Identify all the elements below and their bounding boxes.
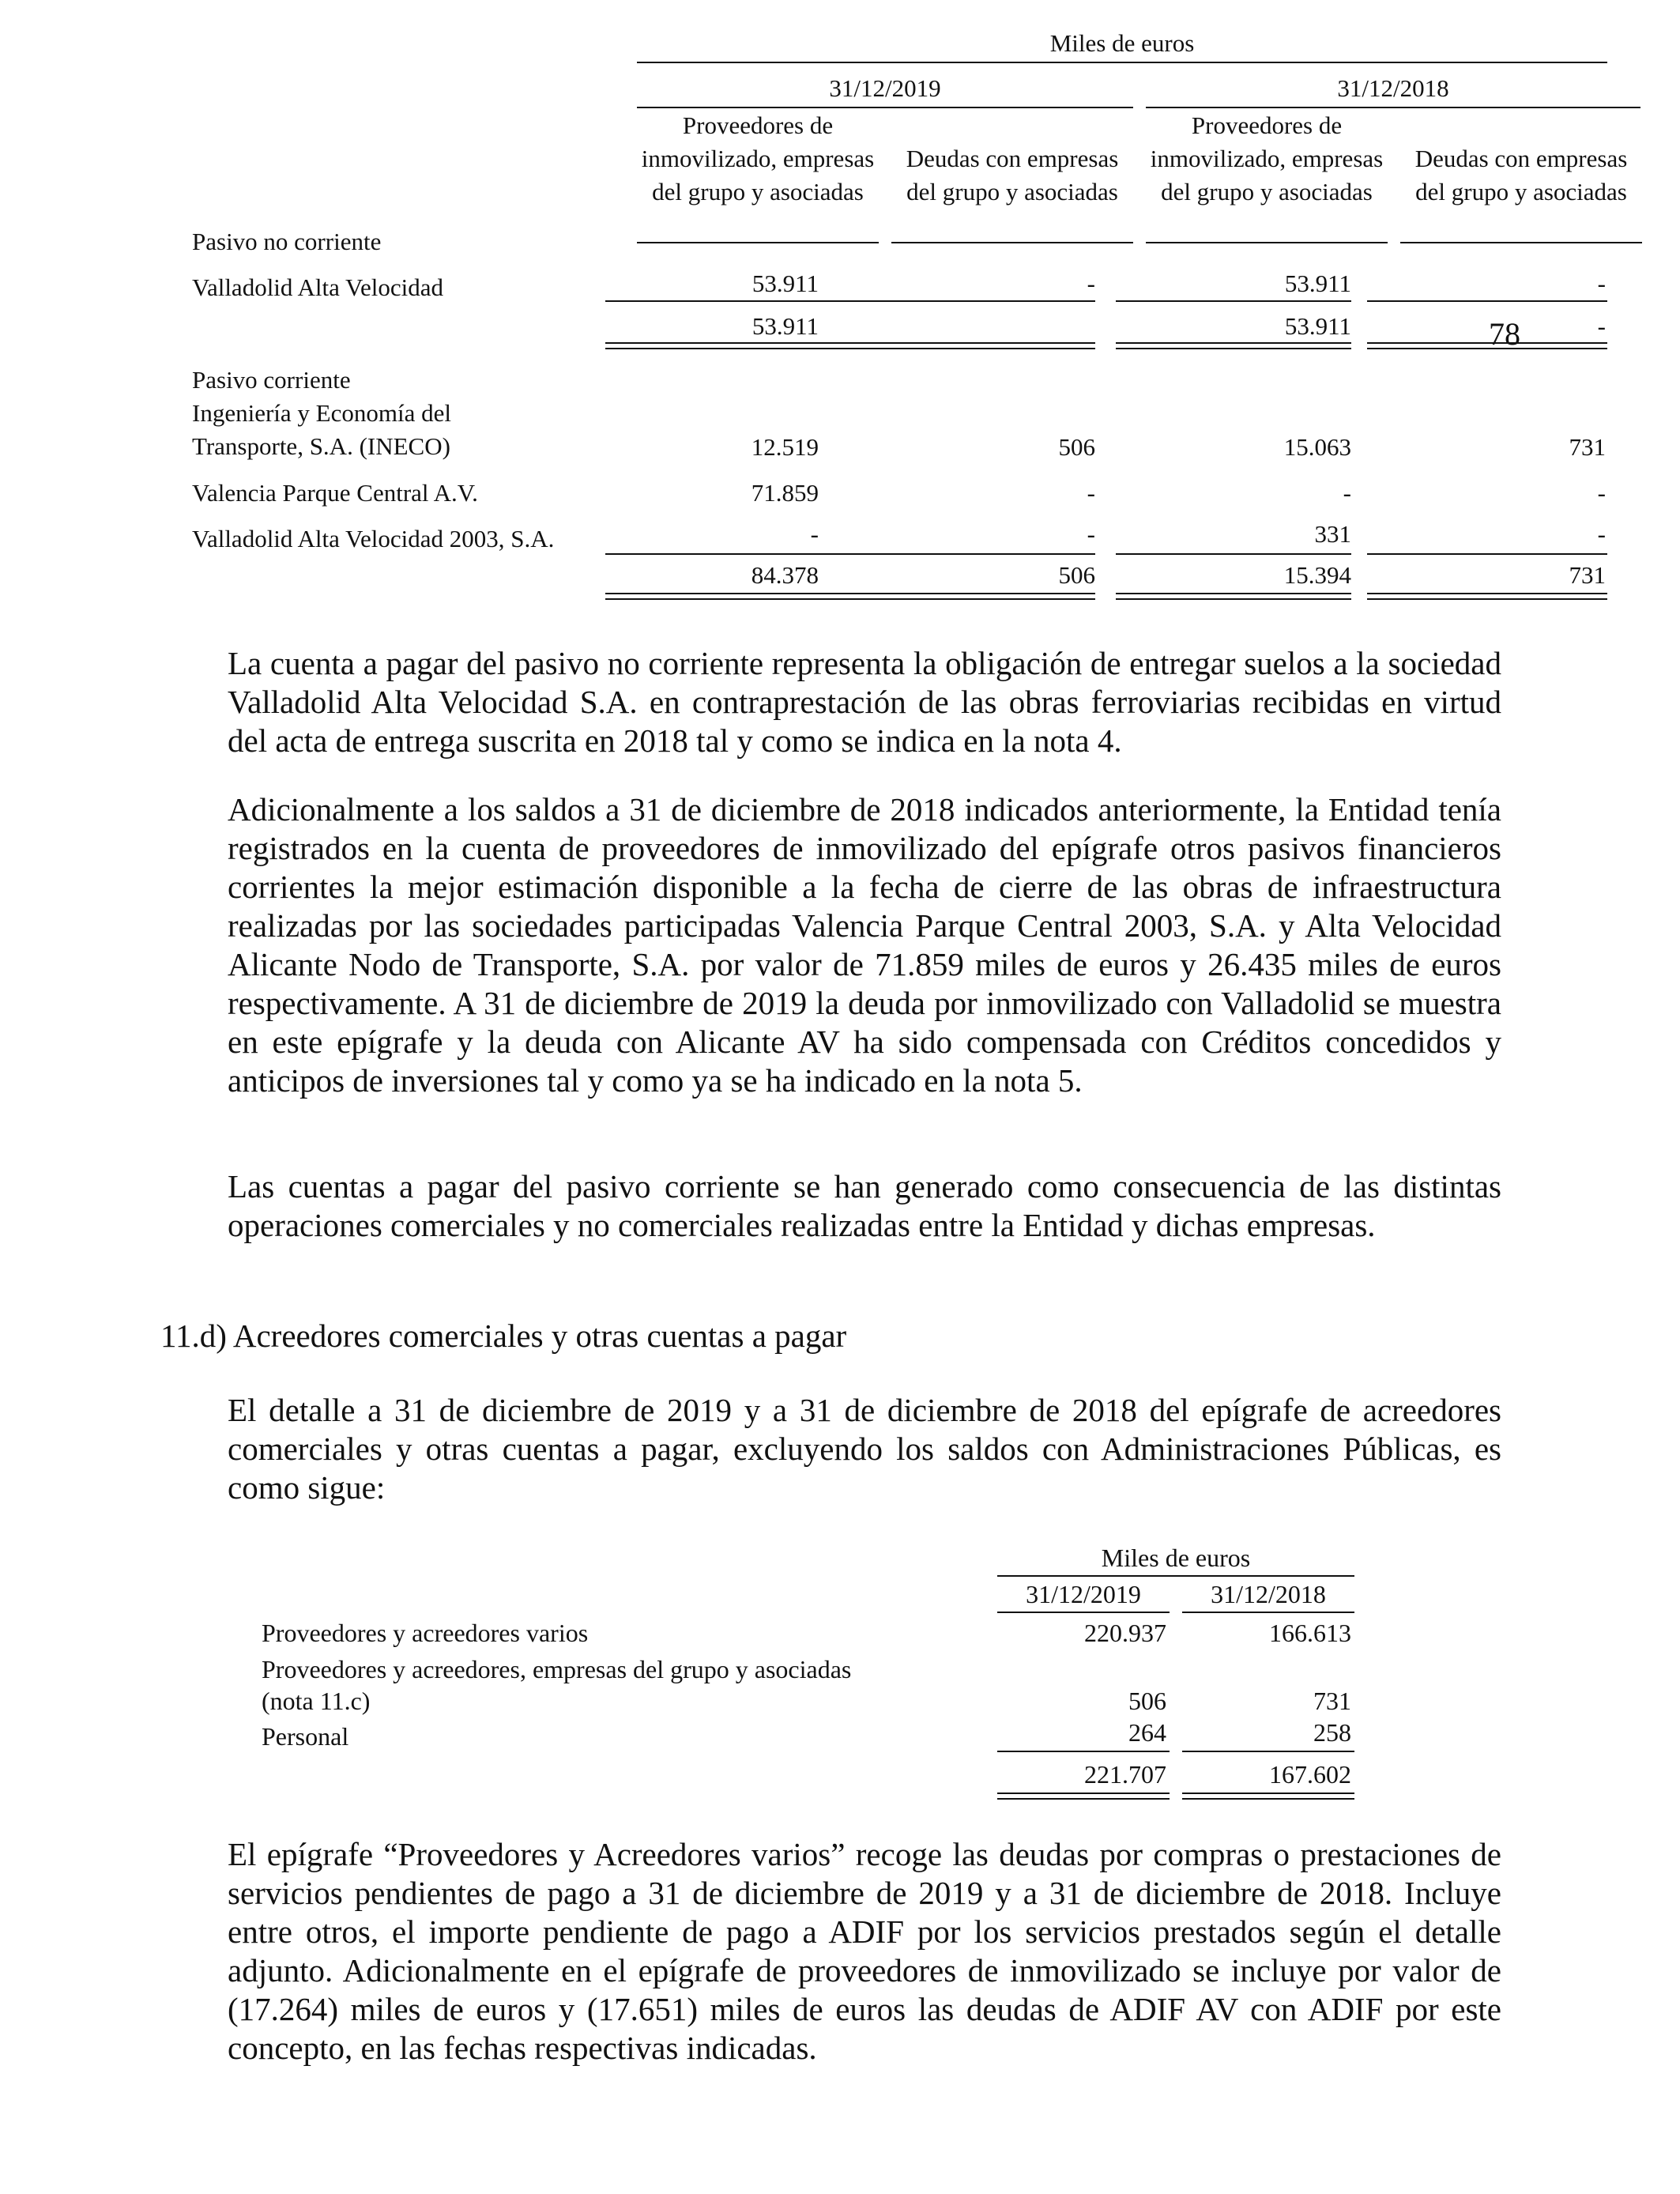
double-underline [1367, 342, 1607, 349]
column-header: Proveedores de inmovilizado, empresas del grupo y asociadas [641, 111, 875, 205]
row-label: Proveedores y acreedores, empresas del grupo y asociadas [262, 1655, 852, 1683]
total-value: 15.394 [1283, 561, 1351, 589]
column-header: Proveedores de inmovilizado, empresas del grupo y asociadas [1150, 111, 1384, 205]
cell-value: - [1087, 270, 1095, 297]
cell-value: 53.911 [1284, 270, 1351, 297]
total-value: 731 [1569, 561, 1606, 589]
unit-header: Miles de euros [1049, 29, 1195, 57]
cell-value: 731 [1569, 433, 1606, 461]
double-underline [1116, 342, 1351, 349]
cell-value: - [1597, 479, 1606, 507]
divider [1116, 300, 1351, 302]
row-label: Valladolid Alta Velocidad 2003, S.A. [192, 525, 555, 552]
total-value: 167.602 [1269, 1760, 1351, 1789]
unit-header: Miles de euros [1101, 1544, 1251, 1572]
divider [877, 300, 1095, 302]
section-heading: 11.d) Acreedores comerciales y otras cuentas a pagar [160, 1318, 847, 1354]
cell-value: 71.859 [751, 479, 819, 507]
divider [1146, 107, 1640, 108]
divider [605, 553, 877, 555]
cell-value: 15.063 [1283, 433, 1351, 461]
row-label: Valencia Parque Central A.V. [192, 479, 478, 507]
divider [997, 1575, 1354, 1577]
double-underline [997, 1793, 1170, 1800]
paragraph: Las cuentas a pagar del pasivo corriente se han generado como consecuencia de las distintas operaciones comerciales y no comerciales realizadas entre la Entidad y dichas empresas. [228, 1168, 1501, 1243]
double-underline [877, 342, 1095, 349]
divider [1400, 242, 1642, 243]
date-header-2019: 31/12/2019 [1026, 1580, 1141, 1608]
total-value: - [1597, 312, 1606, 340]
divider [1182, 1751, 1354, 1752]
row-label: Ingeniería y Economía del Transporte, S.A. (INECO) [192, 399, 451, 460]
paragraph: El epígrafe “Proveedores y Acreedores varios” recoge las deudas por compras o prestaciones de servicios pendientes de pago a 31 de diciembre de 2019 y a 31 de diciembre de 2018. Incluye entre otros, el importe pendiente de pago a ADIF por los servicios prestados según el detalle adjunto. Adicionalmente en el epígrafe de proveedores de inmovilizado se incluye por valor de (17.264) miles de euros y (17.651) miles de euros las deudas de ADIF AV con ADIF por este concepto, en las fechas respectivas indicadas. [228, 1836, 1501, 2066]
cell-value: 331 [1314, 520, 1351, 548]
row-label: Proveedores y acreedores varios [262, 1619, 589, 1647]
double-underline [1182, 1793, 1354, 1800]
divider [637, 107, 1133, 108]
paragraph: El detalle a 31 de diciembre de 2019 y a 31 de diciembre de 2018 del epígrafe de acreedores comerciales y otras cuentas a pagar, excluyendo los saldos con Administraciones Públicas, es como sigue: [228, 1392, 1501, 1506]
divider [1367, 553, 1607, 555]
column-header: Deudas con empresas del grupo y asociadas [906, 145, 1119, 205]
divider [605, 300, 877, 302]
date-header-2019: 31/12/2019 [829, 74, 941, 102]
divider [997, 1612, 1170, 1613]
divider [1367, 300, 1607, 302]
cell-value: 731 [1313, 1687, 1351, 1715]
page-number: 78 [1489, 316, 1520, 352]
cell-value: - [1087, 479, 1095, 507]
cell-value: - [1087, 520, 1095, 548]
cell-value: - [1343, 479, 1351, 507]
divider [877, 553, 1095, 555]
total-value: 53.911 [1284, 312, 1351, 340]
cell-value: 506 [1128, 1687, 1166, 1715]
row-label: Personal [262, 1722, 349, 1751]
double-underline [605, 593, 877, 600]
divider [997, 1751, 1170, 1752]
cell-value: - [1597, 270, 1606, 297]
double-underline [1116, 593, 1351, 600]
cell-value: 220.937 [1084, 1619, 1166, 1647]
divider [1182, 1612, 1354, 1613]
row-label: (nota 11.c) [262, 1687, 371, 1715]
cell-value: 53.911 [751, 270, 819, 297]
total-value: 84.378 [751, 561, 819, 589]
double-underline [605, 342, 877, 349]
section-label-noncurrent: Pasivo no corriente [192, 228, 382, 255]
cell-value: 166.613 [1269, 1619, 1351, 1647]
cell-value: - [1597, 520, 1606, 548]
date-header-2018: 31/12/2018 [1337, 74, 1449, 102]
cell-value: 258 [1313, 1718, 1351, 1747]
date-header-2018: 31/12/2018 [1211, 1580, 1326, 1608]
double-underline [877, 593, 1095, 600]
divider [637, 242, 879, 243]
divider [1146, 242, 1388, 243]
total-value: 221.707 [1084, 1760, 1166, 1789]
divider [1116, 553, 1351, 555]
column-header: Deudas con empresas del grupo y asociadas [1414, 145, 1628, 205]
paragraph: La cuenta a pagar del pasivo no corriente representa la obligación de entregar suelos a la sociedad Valladolid Alta Velocidad S.A. en contraprestación de las obras ferroviarias recibidas en virtud del acta de entrega suscrita en 2018 tal y como se indica en la nota 4. [228, 645, 1501, 759]
double-underline [1367, 593, 1607, 600]
total-value: 53.911 [751, 312, 819, 340]
divider [637, 62, 1607, 63]
paragraph: Adicionalmente a los saldos a 31 de diciembre de 2018 indicados anteriormente, la Entidad tenía registrados en la cuenta de proveedores de inmovilizado del epígrafe otros pasivos financieros corrientes la mejor estimación disponible a la fecha de cierre de las obras de infraestructura realizadas por las sociedades participadas Valencia Parque Central 2003, S.A. y Alta Velocidad Alicante Nodo de Transporte, S.A. por valor de 71.859 miles de euros y 26.435 miles de euros respectivamente. A 31 de diciembre de 2019 la deuda por inmovilizado con Valladolid se muestra en este epígrafe y la deuda con Alicante AV ha sido compensada con Créditos concedidos y anticipos de inversiones tal y como ya se ha indicado en la nota 5. [228, 791, 1501, 1099]
total-value: 506 [1058, 561, 1095, 589]
cell-value: - [810, 520, 819, 548]
cell-value: 12.519 [751, 433, 819, 461]
divider [891, 242, 1133, 243]
section-label-current: Pasivo corriente [192, 366, 351, 394]
row-label: Valladolid Alta Velocidad [192, 273, 443, 301]
cell-value: 264 [1128, 1718, 1166, 1747]
cell-value: 506 [1058, 433, 1095, 461]
